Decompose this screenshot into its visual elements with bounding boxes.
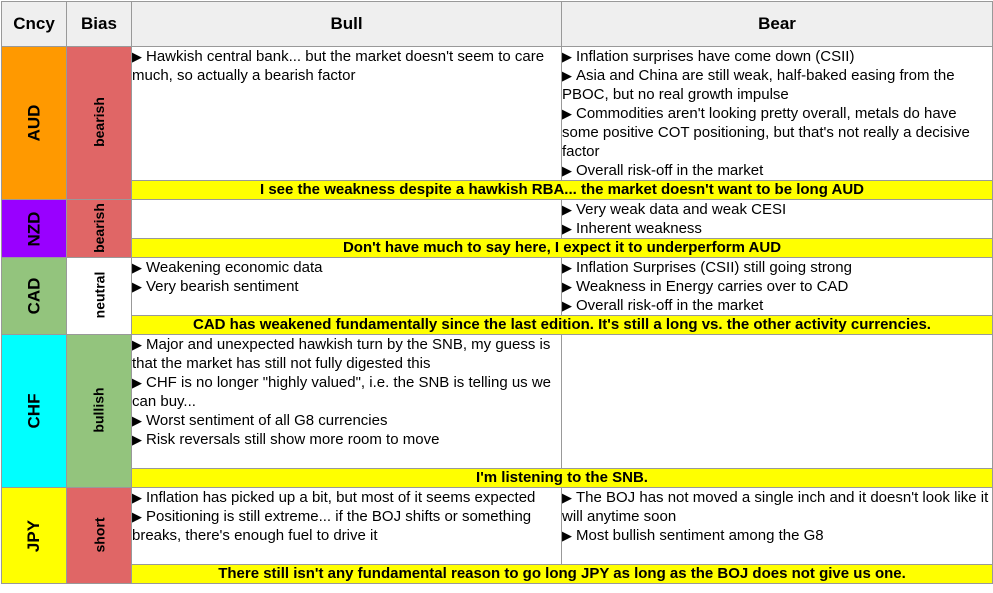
summary-text: Don't have much to say here, I expect it to underperform AUD xyxy=(132,239,993,258)
bullet-arrow-icon: ▶ xyxy=(562,221,572,236)
list-item xyxy=(132,335,561,373)
list-item xyxy=(562,219,992,238)
summary-row xyxy=(2,239,993,258)
bias-label: short xyxy=(91,517,107,552)
list-item xyxy=(562,258,992,277)
list-item-text: Major and unexpected hawkish turn by the SNB, my guess is that the market has still not fully digested this xyxy=(132,336,551,372)
bias-cell xyxy=(67,258,132,335)
header-bear: Bear xyxy=(562,2,993,47)
list-item-text: Weakness in Energy carries over to CAD xyxy=(576,278,849,295)
bullet-arrow-icon: ▶ xyxy=(132,413,142,428)
bear-cell xyxy=(562,335,993,469)
list-item xyxy=(132,430,561,449)
list-item-text: Weakening economic data xyxy=(146,259,323,276)
bias-cell xyxy=(67,200,132,258)
currency-cell xyxy=(2,200,67,258)
list-item-text: Overall risk-off in the market xyxy=(576,297,764,314)
list-item xyxy=(562,488,992,526)
bullet-arrow-icon: ▶ xyxy=(562,528,572,543)
list-item-text: Positioning is still extreme... if the BOJ shifts or something breaks, there's enough fuel to drive it xyxy=(132,508,532,544)
bullet-arrow-icon: ▶ xyxy=(132,279,142,294)
bias-label: neutral xyxy=(91,271,107,319)
bull-cell xyxy=(132,258,562,316)
list-item-text: Inherent weakness xyxy=(576,220,702,237)
row-chf xyxy=(2,335,993,469)
bullet-arrow-icon: ▶ xyxy=(132,337,142,352)
list-item xyxy=(132,258,561,277)
row-nzd xyxy=(2,200,993,239)
bullet-arrow-icon: ▶ xyxy=(562,68,572,83)
list-item xyxy=(562,277,992,296)
bias-cell xyxy=(67,47,132,200)
bull-cell xyxy=(132,335,562,469)
bullet-arrow-icon: ▶ xyxy=(562,490,572,505)
list-item-text: Very weak data and weak CESI xyxy=(576,201,787,218)
bias-cell xyxy=(67,335,132,488)
bullet-arrow-icon: ▶ xyxy=(562,279,572,294)
list-item-text: Inflation has picked up a bit, but most of it seems expected xyxy=(146,489,536,506)
fx-bias-table xyxy=(1,1,993,584)
bias-label: bearish xyxy=(91,202,107,253)
list-item-text: CHF is no longer "highly valued", i.e. the SNB is telling us we can buy... xyxy=(132,374,552,410)
bias-label: bullish xyxy=(91,387,107,433)
list-item-text: Very bearish sentiment xyxy=(146,278,299,295)
bull-cell xyxy=(132,47,562,181)
currency-label: CAD xyxy=(24,277,43,315)
summary-row xyxy=(2,565,993,584)
list-item xyxy=(132,507,561,545)
summary-text: I see the weakness despite a hawkish RBA... the market doesn't want to be long AUD xyxy=(132,181,993,200)
summary-text: I'm listening to the SNB. xyxy=(132,469,993,488)
list-item xyxy=(132,373,561,411)
list-item xyxy=(562,296,992,315)
bullet-arrow-icon: ▶ xyxy=(132,375,142,390)
header-bull: Bull xyxy=(132,2,562,47)
row-cad xyxy=(2,258,993,316)
list-item-text: Commodities aren't looking pretty overall, metals do have some positive COT positioning, but that's not really a decisive factor xyxy=(562,105,970,160)
summary-text: There still isn't any fundamental reason to go long JPY as long as the BOJ does not give us one. xyxy=(132,565,993,584)
bear-cell xyxy=(562,200,993,239)
list-item-text: Most bullish sentiment among the G8 xyxy=(576,527,824,544)
list-item xyxy=(562,161,992,180)
list-item-text: Asia and China are still weak, half-baked easing from the PBOC, but no real growth impulse xyxy=(562,67,955,103)
list-item xyxy=(132,411,561,430)
row-aud xyxy=(2,47,993,181)
bullet-arrow-icon: ▶ xyxy=(132,509,142,524)
currency-cell xyxy=(2,335,67,488)
bullet-arrow-icon: ▶ xyxy=(132,260,142,275)
summary-row xyxy=(2,316,993,335)
currency-cell xyxy=(2,488,67,584)
bear-cell xyxy=(562,47,993,181)
bias-cell xyxy=(67,488,132,584)
bullet-arrow-icon: ▶ xyxy=(562,298,572,313)
list-item-text: Risk reversals still show more room to move xyxy=(146,431,440,448)
bullet-arrow-icon: ▶ xyxy=(562,106,572,121)
header-cncy: Cncy xyxy=(2,2,67,47)
list-item xyxy=(132,47,561,85)
bullet-arrow-icon: ▶ xyxy=(132,432,142,447)
table-body xyxy=(2,47,993,584)
list-item-text: Hawkish central bank... but the market doesn't seem to care much, so actually a bearish factor xyxy=(132,48,545,84)
list-item-text: Worst sentiment of all G8 currencies xyxy=(146,412,388,429)
bullet-arrow-icon: ▶ xyxy=(562,260,572,275)
bull-cell xyxy=(132,488,562,565)
header-bias: Bias xyxy=(67,2,132,47)
bullet-arrow-icon: ▶ xyxy=(132,49,142,64)
list-item-text: Overall risk-off in the market xyxy=(576,162,764,179)
bear-cell xyxy=(562,488,993,565)
currency-cell xyxy=(2,47,67,200)
bullet-arrow-icon: ▶ xyxy=(562,202,572,217)
currency-label: NZD xyxy=(23,211,43,246)
list-item xyxy=(562,66,992,104)
summary-text: CAD has weakened fundamentally since the last edition. It's still a long vs. the other activity currencies. xyxy=(132,316,993,335)
list-item-text: The BOJ has not moved a single inch and it doesn't look like it will anytime soon xyxy=(562,489,989,525)
currency-label: CHF xyxy=(23,393,43,429)
row-jpy xyxy=(2,488,993,565)
list-item xyxy=(562,200,992,219)
summary-row xyxy=(2,181,993,200)
currency-label: JPY xyxy=(23,519,43,552)
summary-row xyxy=(2,469,993,488)
bias-label: bearish xyxy=(91,97,107,147)
list-item xyxy=(132,488,561,507)
list-item xyxy=(562,526,992,545)
bear-cell xyxy=(562,258,993,316)
bull-cell xyxy=(132,200,562,239)
currency-cell xyxy=(2,258,67,335)
bullet-arrow-icon: ▶ xyxy=(562,163,572,178)
bullet-arrow-icon: ▶ xyxy=(562,49,572,64)
list-item-text: Inflation Surprises (CSII) still going strong xyxy=(576,259,852,276)
list-item-text: Inflation surprises have come down (CSII) xyxy=(576,48,855,65)
list-item xyxy=(132,277,561,296)
list-item xyxy=(562,104,992,161)
header-row xyxy=(2,2,993,47)
currency-label: AUD xyxy=(24,104,43,142)
bullet-arrow-icon: ▶ xyxy=(132,490,142,505)
list-item xyxy=(562,47,992,66)
